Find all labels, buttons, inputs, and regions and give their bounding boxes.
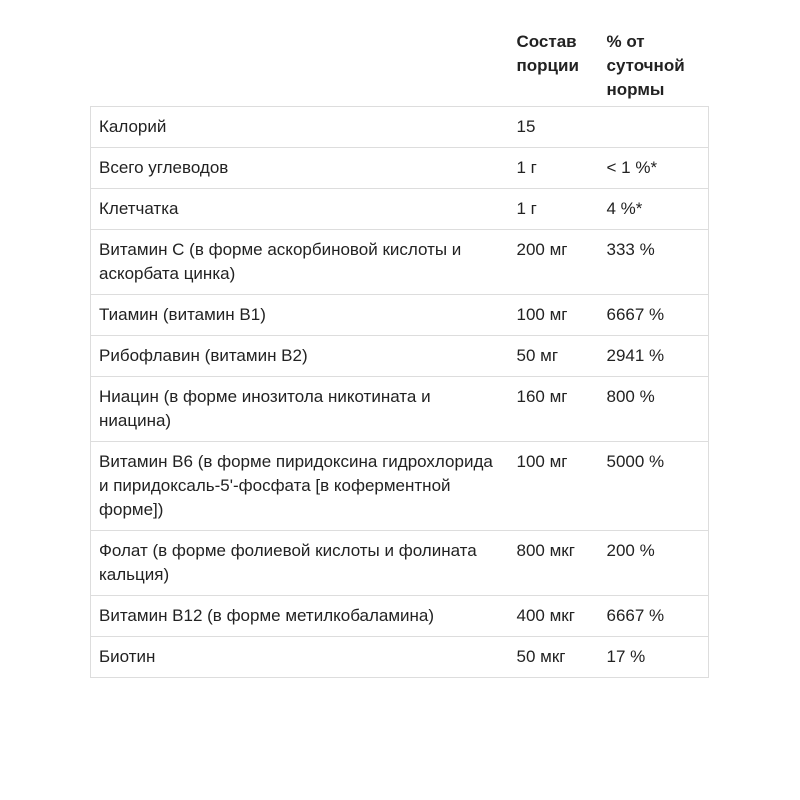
table-row (91, 148, 709, 189)
header-daily-value: % от суточной нормы (606, 32, 685, 99)
amount-cell: 100 мг (516, 305, 568, 324)
amount-cell: 50 мг (516, 346, 559, 365)
nutrient-cell: Калорий (91, 107, 509, 148)
amount-cell: 100 мг (516, 452, 568, 471)
daily-value-cell: 4 %* (599, 189, 709, 230)
table-row (91, 637, 709, 678)
amount-cell: 50 мкг (516, 647, 566, 666)
daily-value-cell: 2941 % (599, 336, 709, 377)
amount-cell: 15 (516, 117, 536, 136)
nutrient-cell: Тиамин (витамин B1) (91, 295, 509, 336)
amount-cell: 200 мг (516, 240, 568, 259)
amount-cell: 800 мкг (516, 541, 575, 560)
table-row (91, 377, 709, 442)
table-row (91, 295, 709, 336)
table-row (91, 107, 709, 148)
table-header-row (91, 20, 709, 107)
nutrient-cell: Ниацин (в форме инозитола никотината и ниацина) (91, 377, 509, 442)
daily-value-cell: < 1 %* (599, 148, 709, 189)
table-row (91, 230, 709, 295)
daily-value-cell (599, 107, 709, 148)
nutrient-cell: Рибофлавин (витамин B2) (91, 336, 509, 377)
daily-value-cell: 6667 % (599, 295, 709, 336)
table-row (91, 596, 709, 637)
amount-cell: 400 мкг (516, 606, 575, 625)
nutrient-cell: Всего углеводов (91, 148, 509, 189)
nutrition-table (90, 20, 709, 678)
nutrient-cell: Витамин B12 (в форме метилкобаламина) (91, 596, 509, 637)
daily-value-cell: 200 % (599, 531, 709, 596)
nutrient-cell: Клетчатка (91, 189, 509, 230)
header-nutrient (91, 20, 509, 107)
table-row (91, 531, 709, 596)
table-row (91, 189, 709, 230)
daily-value-cell: 800 % (599, 377, 709, 442)
daily-value-cell: 5000 % (599, 442, 709, 531)
nutrient-cell: Витамин B6 (в форме пиридоксина гидрохлорида и пиридоксаль-5'-фосфата [в коферментной форме]) (91, 442, 509, 531)
table-row (91, 442, 709, 531)
table-body (91, 107, 709, 678)
nutrient-cell: Витамин C (в форме аскорбиновой кислоты и аскорбата цинка) (91, 230, 509, 295)
daily-value-cell: 6667 % (599, 596, 709, 637)
amount-cell: 160 мг (516, 387, 568, 406)
amount-cell: 1 г (516, 199, 537, 218)
daily-value-cell: 17 % (599, 637, 709, 678)
header-amount: Состав порции (516, 32, 579, 75)
daily-value-cell: 333 % (599, 230, 709, 295)
table-row (91, 336, 709, 377)
nutrient-cell: Биотин (91, 637, 509, 678)
nutrient-cell: Фолат (в форме фолиевой кислоты и фолината кальция) (91, 531, 509, 596)
amount-cell: 1 г (516, 158, 537, 177)
